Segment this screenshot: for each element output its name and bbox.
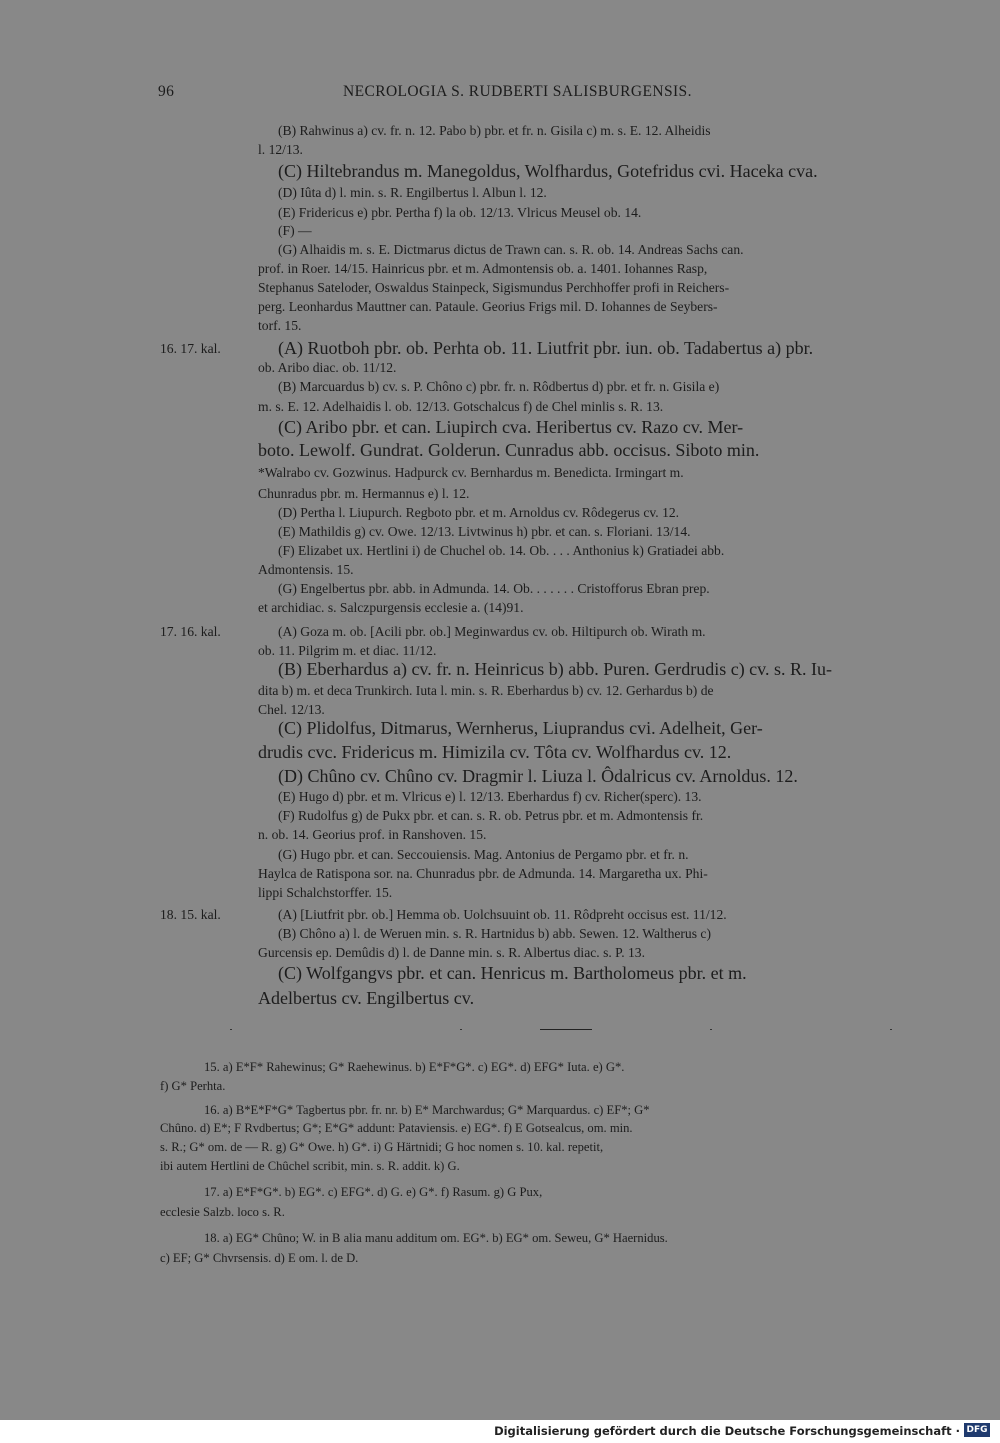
text-line: (G) Hugo pbr. et can. Seccouiensis. Mag. Antonius de Pergamo pbr. et fr. n. — [278, 847, 689, 862]
text-line: n. ob. 14. Georius prof. in Ranshoven. 15. — [258, 827, 487, 842]
footnote-line: f) G* Perhta. — [160, 1079, 226, 1093]
text-line: m. s. E. 12. Adelhaidis l. ob. 12/13. Gotschalcus f) de Chel minlis s. R. 13. — [258, 399, 664, 414]
text-line: (C) Hiltebrandus m. Manegoldus, Wolfhardus, Gotefridus cvi. Haceka cva. — [278, 161, 818, 181]
footnote-line: ecclesie Salzb. loco s. R. — [160, 1205, 285, 1219]
scan-speck — [890, 1029, 892, 1030]
footnote-rule — [540, 1029, 592, 1030]
text-line: (A) Ruotboh pbr. ob. Perhta ob. 11. Liutfrit pbr. iun. ob. Tadabertus a) pbr. — [278, 338, 814, 358]
text-line: (C) Aribo pbr. et can. Liupirch cva. Heribertus cv. Razo cv. Mer- — [278, 417, 744, 437]
running-title: NECROLOGIA S. RUDBERTI SALISBURGENSIS. — [343, 83, 692, 100]
text-line: drudis cvc. Fridericus m. Himizila cv. Tôta cv. Wolfhardus cv. 12. — [258, 742, 732, 762]
text-line: Haylca de Ratispona sor. na. Chunradus pbr. de Admunda. 14. Margaretha ux. Phi- — [258, 866, 708, 881]
footnote-line: 15. a) E*F* Rahewinus; G* Raehewinus. b) E*F*G*. c) EG*. d) EFG* Iuta. e) G*. — [204, 1060, 625, 1074]
text-line: *Walrabo cv. Gozwinus. Hadpurck cv. Bernhardus m. Benedicta. Irmingart m. — [258, 465, 684, 480]
text-line: Gurcensis ep. Demûdis d) l. de Danne min. s. R. Albertus diac. s. P. 13. — [258, 945, 645, 960]
text-line: l. 12/13. — [258, 142, 303, 157]
text-line: (E) Hugo d) pbr. et m. Vlricus e) l. 12/13. Eberhardus f) cv. Richer(sperc). 13. — [278, 789, 702, 804]
day-marker: 18. 15. kal. — [160, 907, 221, 922]
footer-bar — [0, 1420, 1000, 1443]
text-line: (D) Iûta d) l. min. s. R. Engilbertus l. Albun l. 12. — [278, 185, 547, 200]
day-marker: 16. 17. kal. — [160, 341, 221, 356]
footnote-line: ibi autem Hertlini de Chûchel scribit, min. s. R. addit. k) G. — [160, 1159, 460, 1173]
text-line: (B) Marcuardus b) cv. s. P. Chôno c) pbr. fr. n. Rôdbertus d) pbr. et fr. n. Gisila e) — [278, 379, 720, 394]
text-line: (B) Rahwinus a) cv. fr. n. 12. Pabo b) pbr. et fr. n. Gisila c) m. s. E. 12. Alheidis — [278, 123, 711, 138]
day-marker: 17. 16. kal. — [160, 624, 221, 639]
text-line: Admontensis. 15. — [258, 562, 354, 577]
text-line: (G) Engelbertus pbr. abb. in Admunda. 14. Ob. . . . . . . Cristofforus Ebran prep. — [278, 581, 710, 596]
footnote-line: s. R.; G* om. de — R. g) G* Owe. h) G*. i) G Härtnidi; G hoc nomen s. 10. kal. repetit, — [160, 1140, 604, 1154]
text-line: (B) Eberhardus a) cv. fr. n. Heinricus b) abb. Puren. Gerdrudis c) cv. s. R. Iu- — [278, 659, 833, 679]
text-line: (E) Fridericus e) pbr. Pertha f) la ob. 12/13. Vlricus Meusel ob. 14. — [278, 205, 642, 220]
page-number: 96 — [158, 83, 175, 100]
text-line: (F) Elizabet ux. Hertlini i) de Chuchel ob. 14. Ob. . . . Anthonius k) Gratiadei abb. — [278, 543, 725, 558]
text-line: et archidiac. s. Salczpurgensis ecclesie a. (14)91. — [258, 600, 524, 615]
text-line: (C) Plidolfus, Ditmarus, Wernherus, Liuprandus cvi. Adelheit, Ger- — [278, 718, 763, 738]
text-line: Stephanus Sateloder, Oswaldus Stainpeck, Sigismundus Perchhoffer profi in Reichers- — [258, 280, 730, 295]
text-line: Chel. 12/13. — [258, 702, 325, 717]
footnote-line: Chûno. d) E*; F Rvdbertus; G*; E*G* addunt: Pataviensis. e) EG*. f) E Gotsealcus, om. min. — [160, 1121, 633, 1135]
footnote-line: 18. a) EG* Chûno; W. in B alia manu additum om. EG*. b) EG* om. Seweu, G* Haernidus. — [204, 1231, 668, 1245]
footnote-line: c) EF; G* Chvrsensis. d) E om. l. de D. — [160, 1251, 359, 1265]
scan-speck — [460, 1029, 462, 1030]
scan-speck — [230, 1029, 232, 1030]
footnote-line: 16. a) B*E*F*G* Tagbertus pbr. fr. nr. b) E* Marchwardus; G* Marquardus. c) EF*; G* — [204, 1103, 650, 1117]
text-line: (F) Rudolfus g) de Pukx pbr. et can. s. R. ob. Petrus pbr. et m. Admontensis fr. — [278, 808, 704, 823]
text-line: ob. 11. Pilgrim m. et diac. 11/12. — [258, 643, 437, 658]
scan-speck — [710, 1029, 712, 1030]
text-line: Adelbertus cv. Engilbertus cv. — [258, 988, 475, 1008]
text-line: prof. in Roer. 14/15. Hainricus pbr. et m. Admontensis ob. a. 1401. Iohannes Rasp, — [258, 261, 708, 276]
text-line: (F) — — [278, 223, 312, 238]
text-line: (B) Chôno a) l. de Weruen min. s. R. Hartnidus b) abb. Sewen. 12. Waltherus c) — [278, 926, 711, 941]
text-line: ob. Aribo diac. ob. 11/12. — [258, 360, 397, 375]
text-line: (A) Goza m. ob. [Acili pbr. ob.] Meginwardus cv. ob. Hiltipurch ob. Wirath m. — [278, 624, 706, 639]
funding-credit: Digitalisierung gefördert durch die Deutsche Forschungsgemeinschaft · — [494, 1424, 960, 1438]
text-line: dita b) m. et deca Trunkirch. Iuta l. min. s. R. Eberhardus b) cv. 12. Gerhardus b) de — [258, 683, 714, 698]
text-line: (E) Mathildis g) cv. Owe. 12/13. Livtwinus h) pbr. et can. s. Floriani. 13/14. — [278, 524, 691, 539]
text-line: (D) Pertha l. Liupurch. Regboto pbr. et m. Arnoldus cv. Rôdegerus cv. 12. — [278, 505, 680, 520]
text-line: perg. Leonhardus Mauttner can. Pataule. Georius Frigs mil. D. Iohannes de Seybers- — [258, 299, 718, 314]
text-line: (C) Wolfgangvs pbr. et can. Henricus m. Bartholomeus pbr. et m. — [278, 963, 747, 983]
text-line: (G) Alhaidis m. s. E. Dictmarus dictus de Trawn can. s. R. ob. 14. Andreas Sachs can. — [278, 242, 744, 257]
footnote-line: 17. a) E*F*G*. b) EG*. c) EFG*. d) G. e) G*. f) Rasum. g) G Pux, — [204, 1185, 543, 1199]
text-line: Chunradus pbr. m. Hermannus e) l. 12. — [258, 486, 470, 501]
text-line: (A) [Liutfrit pbr. ob.] Hemma ob. Uolchsuuint ob. 11. Rôdpreht occisus est. 11/12. — [278, 907, 727, 922]
text-line: (D) Chûno cv. Chûno cv. Dragmir l. Liuza l. Ôdalricus cv. Arnoldus. 12. — [278, 766, 798, 786]
text-line: lippi Schalchstorffer. 15. — [258, 885, 393, 900]
dfg-logo: DFG — [964, 1423, 990, 1437]
text-line: torf. 15. — [258, 318, 302, 333]
text-line: boto. Lewolf. Gundrat. Golderun. Cunradus abb. occisus. Siboto min. — [258, 440, 760, 460]
